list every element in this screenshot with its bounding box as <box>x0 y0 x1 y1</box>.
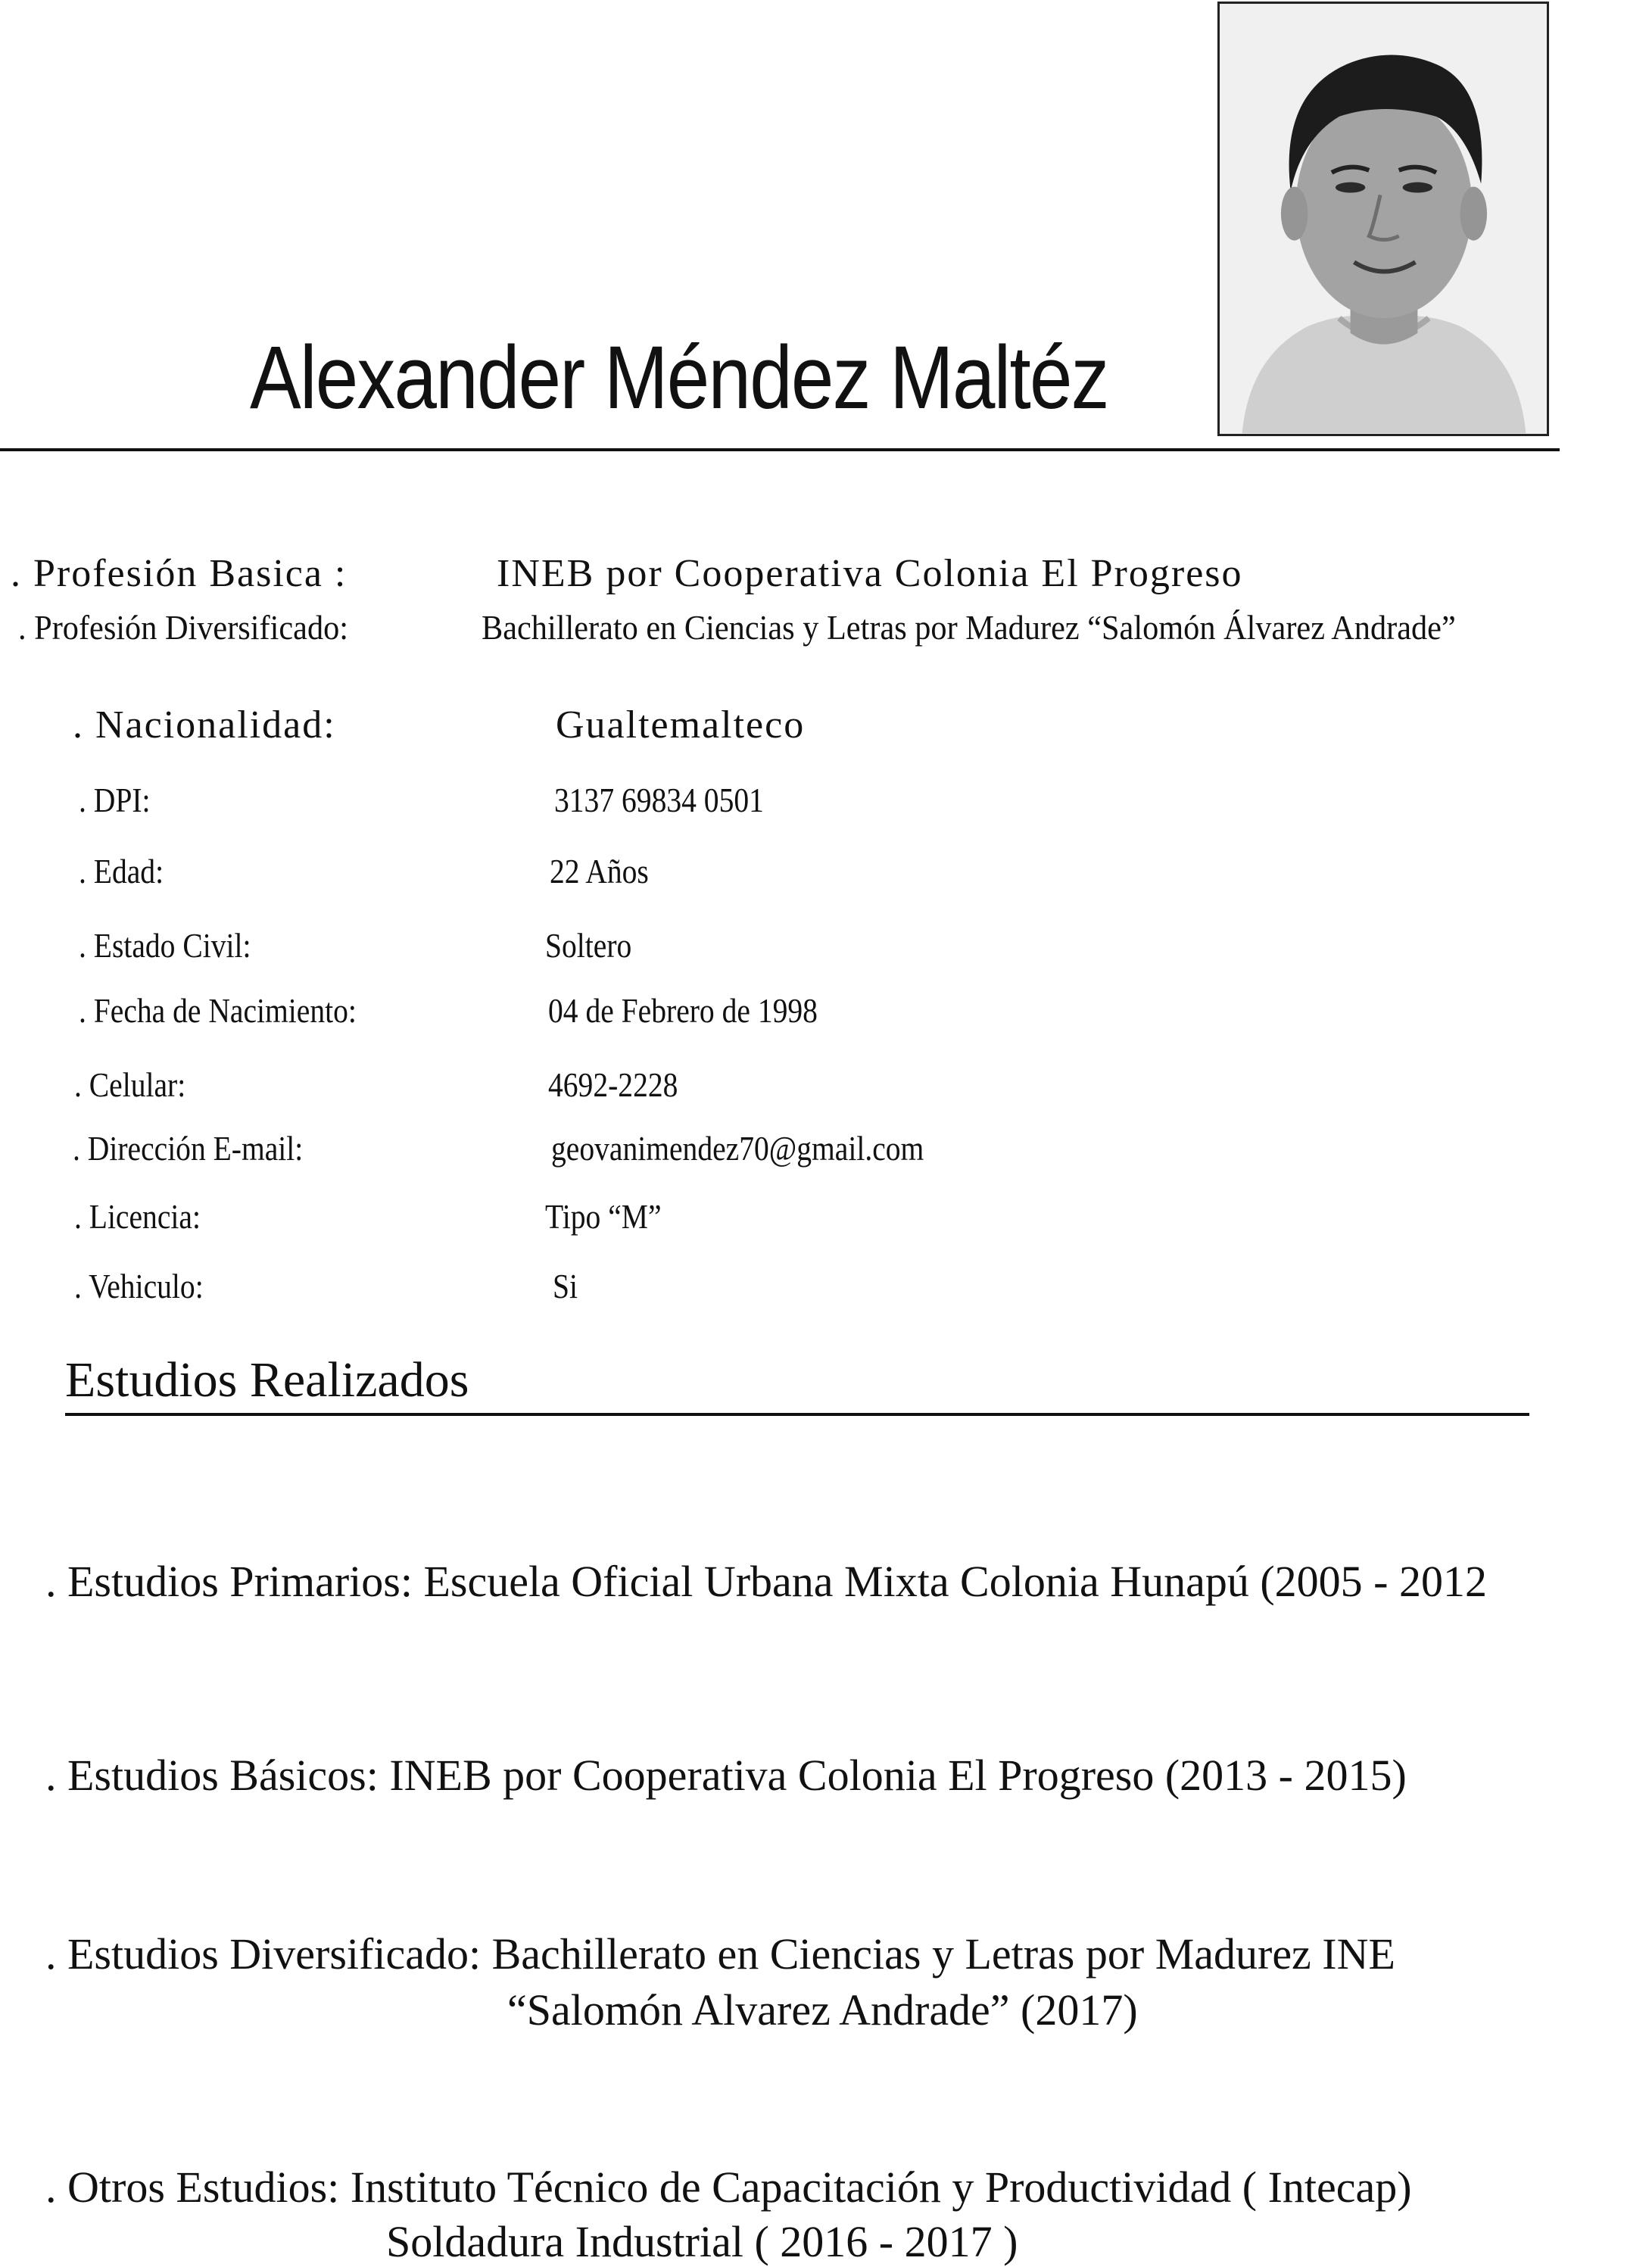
licencia-value: Tipo “M” <box>545 1197 662 1236</box>
nacionalidad-value: Gualtemalteco <box>556 703 806 747</box>
estado-civil-value: Soltero <box>545 926 632 965</box>
email-label: . Dirección E-mail: <box>73 1129 304 1168</box>
edad-label: . Edad: <box>79 852 164 890</box>
celular-label: . Celular: <box>74 1065 186 1104</box>
dpi-label: . DPI: <box>79 781 151 819</box>
profesion-diversificado-value: Bachillerato en Ciencias y Letras por Madurez “Salomón Álvarez Andrade” <box>482 608 1456 647</box>
profesion-basica-label: . Profesión Basica : <box>11 552 348 595</box>
estudios-diversificado-line2: “Salomón Alvarez Andrade” (2017) <box>507 1985 1138 2035</box>
header-divider <box>0 448 1560 451</box>
estudios-diversificado-line1: . Estudios Diversificado: Bachillerato en Ciencias y Letras por Madurez INE <box>45 1929 1395 1979</box>
estudios-section-title: Estudios Realizados <box>65 1352 469 1408</box>
nacionalidad-label: . Nacionalidad: <box>73 703 336 747</box>
edad-value: 22 Años <box>550 852 649 890</box>
profesion-diversificado-label: . Profesión Diversificado: <box>18 608 349 647</box>
estudios-divider <box>65 1413 1529 1416</box>
portrait-image <box>1220 4 1547 434</box>
celular-value: 4692-2228 <box>548 1065 678 1104</box>
otros-estudios-line2: Soldadura Industrial ( 2016 - 2017 ) <box>386 2217 1018 2266</box>
applicant-name: Alexander Méndez Maltéz <box>250 328 1108 428</box>
vehiculo-label: . Vehiculo: <box>74 1267 204 1305</box>
email-value[interactable]: geovanimendez70@gmail.com <box>551 1129 924 1168</box>
profesion-basica-value: INEB por Cooperativa Colonia El Progreso <box>497 552 1243 595</box>
dpi-value: 3137 69834 0501 <box>554 781 764 819</box>
profile-photo <box>1217 2 1549 436</box>
fecha-nacimiento-label: . Fecha de Nacimiento: <box>79 991 357 1030</box>
estudios-primarios: . Estudios Primarios: Escuela Oficial Urbana Mixta Colonia Hunapú (2005 - 2012 <box>45 1557 1487 1606</box>
fecha-nacimiento-value: 04 de Febrero de 1998 <box>548 991 818 1030</box>
estado-civil-label: . Estado Civil: <box>79 926 251 965</box>
licencia-label: . Licencia: <box>74 1197 201 1236</box>
otros-estudios-line1: . Otros Estudios: Instituto Técnico de Capacitación y Productividad ( Intecap) <box>45 2163 1412 2212</box>
estudios-basicos: . Estudios Básicos: INEB por Cooperativa Colonia El Progreso (2013 - 2015) <box>45 1751 1407 1800</box>
vehiculo-value: Si <box>553 1267 578 1305</box>
